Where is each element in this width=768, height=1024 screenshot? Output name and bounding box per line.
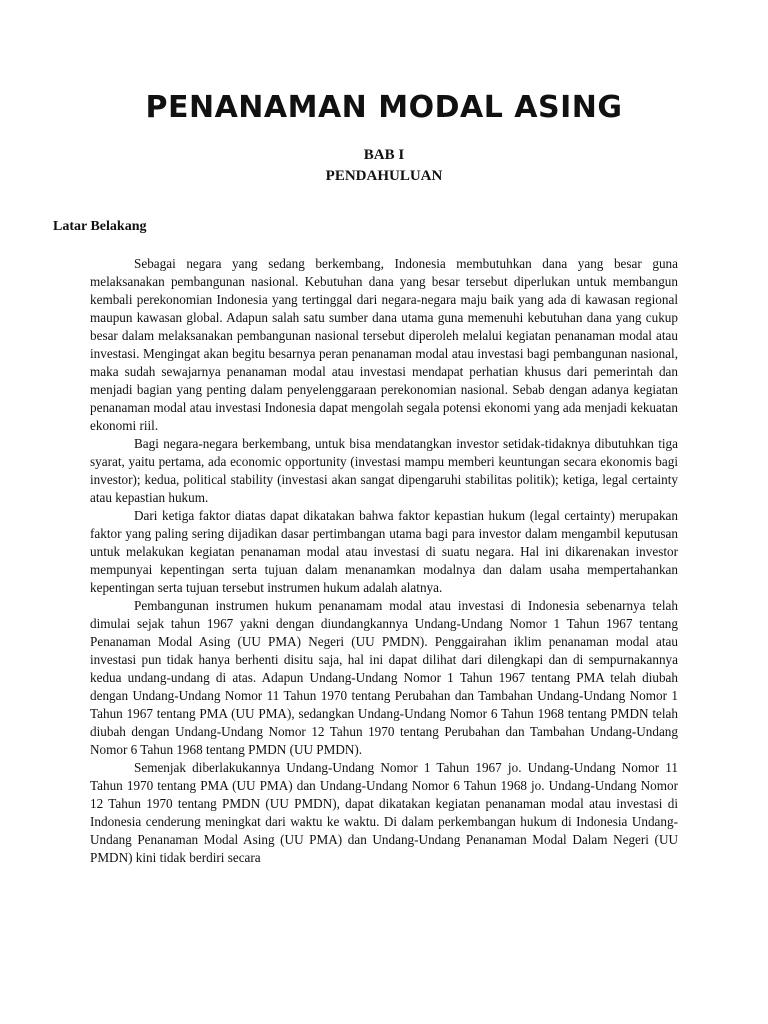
paragraph-4: Pembangunan instrumen hukum penanamam modal atau investasi di Indonesia sebenarnya telah dimulai sejak tahun 1967 yakni dengan diundangkannya Undang-Undang Nomor 1 Tahun 1967 tentang Penanaman Modal Asing (UU PMA) Negeri (UU PMDN). Penggairahan iklim penanaman modal atau investasi pun tidak hanya berhenti disitu saja, hal ini dapat dilihat dari dilengkapi dan di sempurnakannya kedua undang-undang di atas. Adapun Undang-Undang Nomor 1 Tahun 1967 tentang PMA telah diubah dengan Undang-Undang Nomor 11 Tahun 1970 tentang Perubahan dan Tambahan Undang-Undang Nomor 1 Tahun 1967 tentang PMA (UU PMA), sedangkan Undang-Undang Nomor 6 Tahun 1968 tentang PMDN telah diubah dengan Undang-Undang Nomor 12 Tahun 1970 tentang Perubahan dan Tambahan Undang-Undang Nomor 6 Tahun 1968 tentang PMDN (UU PMDN). (90, 598, 678, 757)
chapter-number: BAB I (363, 147, 405, 163)
chapter-title: PENDAHULUAN (325, 168, 443, 184)
paragraph-5: Semenjak diberlakukannya Undang-Undang Nomor 1 Tahun 1967 jo. Undang-Undang Nomor 11 Tahun 1970 tentang PMA (UU PMA) dan Undang-Undang Nomor 6 Tahun 1968 jo. Undang-Undang Nomor 12 Tahun 1970 tentang PMDN (UU PMDN), dapat dikatakan kegiatan penanaman modal atau investasi di Indonesia cenderung meningkat dari waktu ke waktu. Di dalam perkembangan hukum di Indonesia Undang-Undang Penanaman Modal Asing (UU PMA) dan Undang-Undang Penanaman Modal Dalam Negeri (UU PMDN) kini tidak berdiri secara (90, 760, 678, 865)
document-title: PENANAMAN MODAL ASING (145, 90, 623, 125)
paragraph-1: Sebagai negara yang sedang berkembang, Indonesia membutuhkan dana yang besar guna melaksanakan pembangunan nasional. Kebutuhan dana yang besar tersebut diperlukan untuk membangun kembali perekonomian Indonesia yang tertinggal dari negara-negara maju baik yang ada di kawasan regional maupun kawasan global. Adapun salah satu sumber dana utama guna memenuhi kebutuhan dana yang cukup besar dalam melaksanakan pembangunan nasional tersebut diperoleh melalui kegiatan penanaman modal atau investasi. Mengingat akan begitu besarnya peran penanaman modal atau investasi bagi pembangunan nasional, maka sudah sewajarnya penanaman modal atau investasi mendapat perhatian khusus dari pemerintah dan menjadi bagian yang penting dalam penyelenggaraan perekonomian nasional. Sebab dengan adanya kegiatan penanaman modal atau investasi Indonesia dapat mengolah segala potensi ekonomi yang ada menjadi kekuatan ekonomi riil. (90, 256, 678, 433)
section-heading: Latar Belakang (53, 219, 147, 234)
paragraph-2: Bagi negara-negara berkembang, untuk bisa mendatangkan investor setidak-tidaknya dibutuhkan tiga syarat, yaitu pertama, ada economic opportunity (investasi mampu memberi keuntungan secara ekonomis bagi investor); kedua, political stability (investasi akan sangat dipengaruhi stabilitas politik); ketiga, legal certainty atau kepastian hukum. (90, 436, 678, 505)
chapter-heading (0, 145, 768, 187)
body-text (90, 255, 678, 867)
paragraph-3: Dari ketiga faktor diatas dapat dikatakan bahwa faktor kepastian hukum (legal certainty) merupakan faktor yang paling sering dijadikan dasar pertimbangan utama bagi para investor dalam mengambil keputusan untuk melakukan kegiatan penanaman modal atau investasi di suatu negara. Hal ini dikarenakan investor mempunyai kepentingan serta tujuan dalam menanamkan modalnya dan dalam usaha mempertahankan kepentingan serta tujuan tersebut instrumen hukum adalah alatnya. (90, 508, 678, 595)
